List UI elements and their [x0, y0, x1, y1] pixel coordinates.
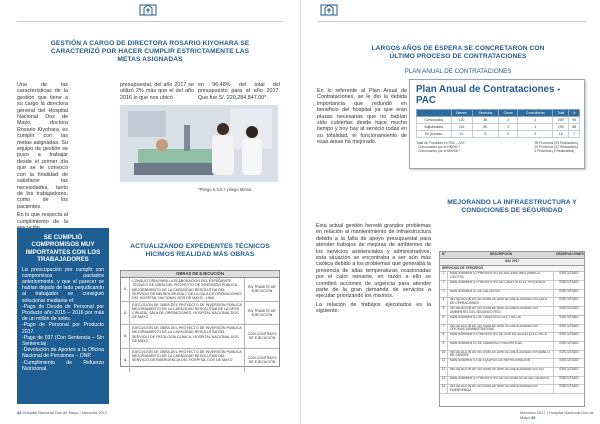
pac-cell: 7: [569, 131, 580, 138]
pac-header-cell: Consultorías: [518, 110, 553, 117]
row-status: EJECUTADO: [559, 366, 579, 371]
header-rule: [318, 21, 586, 22]
row-number: 2: [121, 302, 130, 325]
box-paragraph: La preocupación por cumplir con compromisos pactados anteriormente, y que al parecer se habían dejado de lado perjudicando al trabajador se consiguió solucionar mediante el:: [22, 266, 104, 304]
paragraph: Esta actual gestión heredó grandes problemas en relación al mantenimiento de infraestructura debido a la falta de apoyo presupuestal para atender trabajos de mejoras de ambientes de los servicios asistenciales y administrativos, esta situación se encontraba a ser aún más caótica debido a los problemas que generaba la presencia de altas temperaturas ocasionadas por el calor reinante, en razón a ello se coordinó acciones de urgencia para atender parte de la gran demanda de servicios a ejecutar priorizando los mismos.: [316, 223, 431, 300]
footer-year: Memoria 2017: [520, 410, 546, 415]
header-rule: [17, 21, 283, 22]
box-item: -Pago de Personal por Producto 2017.: [22, 322, 104, 335]
pac-row: [417, 117, 580, 124]
footer-right: Memoria 2017 | Hospital Nacional Dos de Mayo 43: [520, 410, 594, 420]
table-row: [121, 302, 279, 326]
row-description: MANTENIMIENTO DE TABLEROS ELÉCTRICOS: [448, 316, 554, 324]
box-item: -Pago de 037 (Con Sentencia – Sin Sentencia).: [22, 334, 104, 348]
row-description: INSTALACIÓN DE SISTEMA DE AIRE ACONDICIONADO EN AMBIENTES DEL SEGUNDO PISO: [448, 307, 554, 315]
row-description: INSTALACIÓN DE SISTEMA DE AIRE ACONDICIONADO EN OFICINAS ADMINISTRATIVAS: [448, 325, 554, 333]
row-description: EJECUCIÓN DE OBRA DEL PROYECTO DE INVERSIÓN PÚBLICA MEJORAMIENTO DE LA CAPACIDAD RESOLUTIVA DEL SERVICIO DE EMERGENCIA DEL HOSPITAL DOS DE MAYO: [130, 349, 245, 373]
row-status: EJECUTADO: [559, 384, 579, 389]
hospital-logo-icon: [319, 3, 339, 17]
paragraph: Una de las características de la gestión que tiene a su cargo la directora general del Hospital Nacional Dos de Mayo, doctora Rosario Kiyohara, es cumplir con las metas asignadas. Su equipo de gestión se puso a trabajar desde el primer día que se le convocó con la finalidad de satisfacer las necesidades, tanto de los trabajadores, como de los pacientes.: [17, 82, 68, 210]
row-number: 6: [440, 316, 448, 324]
paragraph: en 96.48% del total del presupuesto para el año 2017. Que fue S/. 220,284,847.00*.: [198, 82, 280, 101]
hospital-photo: [120, 105, 278, 182]
row-description: INSTALACIÓN DE SISTEMA DE AIRE ACONDICIONADO EN BANCO DE SANGRE: [448, 351, 554, 359]
pac-header-cell: Total: [553, 110, 569, 117]
row-number: 1: [440, 272, 448, 280]
pac-notes-left: Total de Procesos en PAC : 220 * - Convocados por el HNDM * - Convocados por el MINSA *: [416, 141, 467, 154]
row-number: 3: [121, 325, 130, 348]
row-number: 4: [121, 349, 130, 373]
pac-cell: Convocados: [417, 117, 452, 124]
pac-cell: 2: [499, 124, 518, 131]
paragraph: En lo que respecta al cumplimiento de la: [17, 212, 68, 225]
row-status: EJECUTADO: [559, 332, 579, 337]
box-item: -Cumplimiento de Refuerzo Nutricional.: [22, 359, 104, 372]
footer-page-number: 43: [530, 415, 536, 420]
row-status: EJECUTADO: [559, 375, 579, 380]
pac-cell: 120: [451, 117, 472, 124]
section-title-infrastructure: MEJORANDO LA INFRAESTRUCTURA Y CONDICIONES DE SEGURIDAD: [447, 199, 577, 214]
table-header: OBRAS DE EJECUCIÓN: [121, 271, 279, 278]
pac-row: [417, 124, 580, 131]
pac-cell: Adjudicados: [417, 124, 452, 131]
row-description: MANTENIMIENTO PREVENTIVO DE ASCENSORES (MARCA LG/OTIS): [448, 272, 554, 280]
article-column-3: [198, 82, 280, 103]
header-cell: N°: [442, 252, 446, 256]
row-description: MANTENIMIENTO DE CALDEROS: [448, 290, 554, 298]
pac-cell: 193: [553, 124, 569, 131]
pac-header-row: [417, 110, 580, 117]
table-row: [121, 278, 279, 302]
row-description: INSTALACIÓN DE SISTEMA DE AIRE ACONDICIONADO EN UCI: [448, 368, 554, 376]
table-row: [121, 349, 279, 373]
row-number: 2: [440, 281, 448, 289]
row-number: 10: [440, 351, 448, 359]
pac-summary-image: [409, 79, 585, 169]
pac-cell: 88: [569, 124, 580, 131]
paragraph: La relación de trabajos ejecutados es la siguiente:: [316, 301, 431, 315]
article-column-2: [120, 82, 194, 103]
row-status: EJECUTADO: [559, 340, 579, 345]
pac-header-cell: Bienes: [451, 110, 472, 117]
row-status: EJECUTADO: [559, 297, 579, 302]
article-column-1: [17, 82, 68, 233]
pac-header-cell: [417, 110, 452, 117]
main-headline: LARGOS AÑOS DE ESPERA SE CONCRETARON CON ÚLTIMO PROCESO DE CONTRATACIONES: [371, 45, 545, 60]
works-table: [120, 270, 280, 367]
pac-cell: 2: [499, 117, 518, 124]
row-description: MANTENIMIENTO PREVENTIVO DE SUB ESTACIÓN ELÉCTRICA: [448, 333, 554, 341]
paragraph: presupuestal, del año 2017 se utilizó 2% más que el del año 2016 lo que nos ubicó: [120, 82, 194, 101]
row-status: EJECUTADO: [559, 280, 579, 285]
row-description: EJECUCIÓN DE OBRA DEL PROYECTO DE INVERSIÓN PÚBLICA MEJORAMIENTO DE LA CAPACIDAD RESOLUTIVA DE LA UPSS CIRUGÍA, SALA DE OPERACIONES, HOSPITAL NACIONAL DOS DE MAYO: [130, 302, 245, 325]
pac-header-cell: Servicios: [472, 110, 498, 117]
pac-header-cell: Obras: [499, 110, 518, 117]
footer-page-number: 42: [17, 410, 22, 415]
contracting-paragraph: En lo referente al Plan Anual de Contrataciones, se le dio la debida importancia que redundó en beneficio del hospital ya que eran plazas necesarias que no habían sido cubiertas desde hace mucho tiempo y hoy hay al servicio todas en su totalidad, el funcionamiento de esas áreas ha mejorado.: [317, 88, 407, 146]
subheadline: PLAN ANUAL DE CONTRATACIONES: [404, 68, 512, 75]
row-number: 1: [121, 278, 130, 301]
row-description: MANTENIMIENTO DE EQUIPOS DE REFRIGERACIÓN: [448, 359, 554, 367]
pac-cell: 0: [499, 131, 518, 138]
row-number: 3: [440, 290, 448, 298]
row-description: EJECUCIÓN DE OBRA DEL PROYECTO DE INVERSIÓN PÚBLICA MEJORAMIENTO DE LA CAPACIDAD RESOLUTIVA DEL SERVICIO DE PATOLOGÍA CLÍNICA, HOSPITAL NACIONAL DOS DE MAYO: [130, 325, 245, 348]
workers-commitments-box: [17, 228, 109, 404]
pac-cell: 86: [472, 117, 498, 124]
row-status: CON CONTRATO DE EJECUCIÓN: [247, 332, 277, 341]
row-number: 11: [440, 359, 448, 367]
pac-cell: 110: [451, 124, 472, 131]
services-table-header: [440, 252, 584, 259]
row-number: 5: [440, 307, 448, 315]
row-status: EN TRÁMITE DE EJECUCIÓN: [248, 308, 276, 317]
pac-cell: En proceso: [417, 131, 452, 138]
row-number: 12: [440, 368, 448, 376]
row-number: 7: [440, 325, 448, 333]
pac-cell: 6: [472, 131, 498, 138]
box-item: -Pago de Deuda de Personal por Producto año 2015 – 2016 por más de un millón de soles.: [22, 303, 104, 323]
row-description: CONSULTORÍA PARA LA ELABORACIÓN DEL EXPEDIENTE TÉCNICO DE OBRA DEL PROYECTO DE INVERSIÓN PÚBLICA MEJORAMIENTO DE LA CAPACIDAD RESOLUTIVA DEL SERVICIO DE NEUROCIRUGÍA Y DE LA SALA DE OPERACIONES DEL HOSPITAL NACIONAL DOS DE MAYO - LIMA: [130, 278, 245, 301]
pac-cell: 1: [518, 124, 553, 131]
row-description: MANTENIMIENTO DE CÁMARAS FRIGORÍFICAS: [448, 342, 554, 350]
row-number: 13: [440, 377, 448, 385]
footer-year: Memoria 2017: [81, 410, 108, 415]
pac-header-cell: %: [569, 110, 580, 117]
footer-publication: Hospital Nacional Dos de Mayo: [22, 410, 79, 415]
pac-cell: 10: [451, 131, 472, 138]
services-group: SERVICIOS DE TERCEROS: [440, 266, 584, 273]
row-status: EJECUTADO: [559, 271, 579, 276]
row-number: 8: [440, 333, 448, 341]
footer-publication: Hospital Nacional Dos de Mayo: [520, 410, 594, 420]
row-status: EJECUTADO: [559, 349, 579, 354]
header-cell: OBSERVACIONES: [556, 252, 584, 256]
footer-left: 42 Hospital Nacional Dos de Mayo | Memoria 2017: [17, 410, 108, 415]
row-description: INSTALACIÓN DE SISTEMA DE AIRE ACONDICIONADO EN SALA DE OPERACIONES: [448, 298, 554, 306]
row-status: EJECUTADO: [559, 323, 579, 328]
pac-cell: 209: [553, 117, 569, 124]
pac-cell: 1: [518, 117, 553, 124]
row-number: 9: [440, 342, 448, 350]
pac-row: [417, 131, 580, 138]
row-status: EN TRÁMITE DE EJECUCIÓN: [248, 285, 276, 294]
infrastructure-text: [316, 223, 431, 317]
row-status: EJECUTADO: [559, 358, 579, 363]
box-item: -Devolución de Aportes a la Oficina Nacional de Pensiones – ONP.: [22, 347, 104, 360]
services-table: [439, 251, 585, 407]
pac-title: Plan Anual de Contrataciones - PAC: [416, 84, 561, 106]
services-year: Año 2017: [440, 259, 584, 266]
row-status: EJECUTADO: [559, 306, 579, 311]
row-status: EJECUTADO: [559, 288, 579, 293]
row-description: MANTENIMIENTO PREVENTIVO DE GRUPOS ELECTRÓGENOS: [448, 281, 554, 289]
pac-notes-right: 96 Procesos (93 Realizados) 20 Procesos (20 Realizados) 4 Procesos (4 Realizados): [534, 141, 578, 154]
pac-cell: 16: [553, 131, 569, 138]
main-headline: GESTIÓN A CARGO DE DIRECTORA ROSARIO KIYOHARA SE CARACTERIZÓ POR HACER CUMPLIR ESTRICTAMENTE LAS METAS ASIGNADAS: [50, 40, 250, 63]
section-title-works: ACTUALIZANDO EXPEDIENTES TÉCNICOS HICIMOS REALIDAD MÁS OBRAS: [130, 243, 270, 258]
box-body: [17, 267, 109, 372]
row-description: MANTENIMIENTO PREVENTIVO DE SISTEMA DE AGUA CALIENTE: [448, 377, 554, 385]
pac-cell: 0: [518, 131, 553, 138]
photo-caption: *Pliego 6,3,5 + pliego Minsa: [198, 187, 252, 192]
row-number: 14: [440, 385, 448, 393]
pac-notes: [416, 141, 578, 154]
row-status: EJECUTADO: [559, 314, 579, 319]
table-row: [440, 385, 584, 394]
pac-table: [416, 109, 580, 138]
hospital-logo-icon: [138, 3, 158, 17]
box-title: SE CUMPLIÓ COMPROMISOS MUY IMPORTANTES CON LOS TRABAJADORES: [25, 234, 101, 264]
row-status: CON CONTRATO DE EJECUCIÓN: [247, 356, 277, 365]
pac-cell: 80: [472, 124, 498, 131]
table-row: [121, 325, 279, 349]
pac-cell: 95: [569, 117, 580, 124]
row-number: 4: [440, 298, 448, 306]
row-description: INSTALACIÓN DE SISTEMA DE AIRE ACONDICIONADO EN EMERGENCIA: [448, 385, 554, 393]
header-cell: DESCRIPCIÓN: [489, 252, 513, 256]
